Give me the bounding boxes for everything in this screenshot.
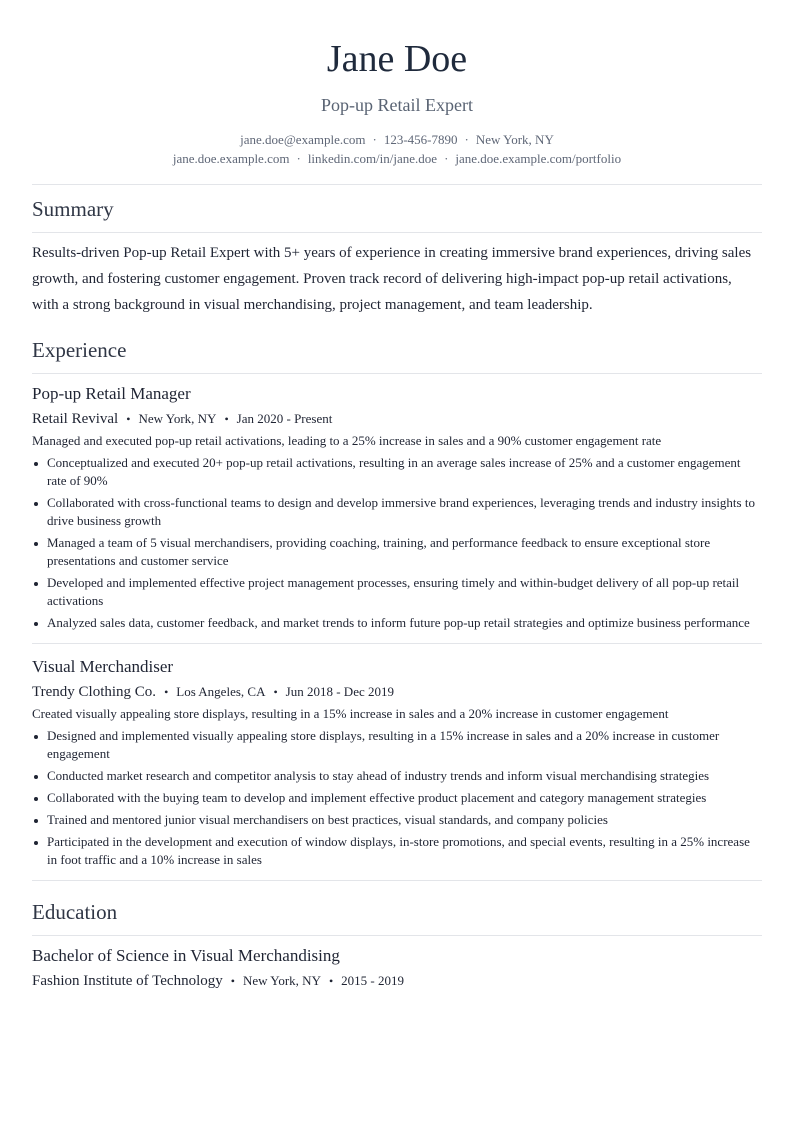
section-title-experience: Experience [32, 338, 127, 362]
job-entry [32, 382, 762, 632]
contact-separator: · [296, 151, 301, 166]
job-location: New York, NY [138, 411, 217, 426]
summary-text: Results-driven Pop-up Retail Expert with 5+ years of experience in creating immersive brand experiences, driving sales growth, and fostering customer engagement. Proven track record of delivering high-impact pop-up retail activations, with a strong background in visual merchandising, project management, and team leadership. [32, 245, 752, 313]
meta-dot: • [164, 685, 169, 699]
job-entry [32, 655, 762, 869]
list-item: Participated in the development and execution of window displays, in-store promotions, and special events, resulting in a 25% increase in foot traffic and a 10% increase in sales [32, 833, 762, 869]
meta-dot: • [224, 412, 229, 426]
candidate-headline: Pop-up Retail Expert [321, 95, 473, 115]
phone-text[interactable]: 123-456-7890 [383, 132, 458, 147]
divider [32, 880, 762, 881]
section-title-education: Education [32, 900, 118, 924]
section-title-summary: Summary [32, 197, 114, 221]
job-meta [32, 681, 762, 703]
meta-dot: • [273, 685, 278, 699]
meta-dot: • [230, 974, 235, 988]
divider [32, 643, 762, 644]
job-company: Trendy Clothing Co. [32, 684, 157, 700]
list-item: Collaborated with cross-functional teams to design and develop immersive brand experiences, leveraging trends and industry insights to drive business growth [32, 494, 762, 530]
contact-separator: · [372, 132, 377, 147]
resume-page [32, 36, 762, 992]
divider [32, 232, 762, 233]
job-description: Created visually appealing store displays, resulting in a 15% increase in sales and a 20% increase in customer engagement [32, 706, 669, 721]
list-item: Conducted market research and competitor analysis to stay ahead of industry trends and inform visual merchandising strategies [32, 767, 762, 785]
meta-dot: • [126, 412, 131, 426]
job-company: Retail Revival [32, 411, 119, 427]
contact-row-1 [32, 130, 762, 149]
job-location: Los Angeles, CA [176, 684, 266, 699]
degree-title: Bachelor of Science in Visual Merchandising [32, 946, 340, 965]
list-item: Designed and implemented visually appealing store displays, resulting in a 15% increase in sales and a 20% increase in customer engagement [32, 727, 762, 763]
school-location: New York, NY [242, 973, 321, 988]
contact-separator: · [464, 132, 469, 147]
job-bullets [32, 454, 762, 632]
contact-row-2 [32, 149, 762, 168]
list-item: Conceptualized and executed 20+ pop-up retail activations, resulting in an average sales increase of 25% and a customer engagement rate of 90% [32, 454, 762, 490]
divider [32, 184, 762, 185]
list-item: Collaborated with the buying team to develop and implement effective product placement and category management strategies [32, 789, 762, 807]
job-meta [32, 408, 762, 430]
email-link[interactable]: jane.doe@example.com [240, 132, 366, 147]
portfolio-link[interactable]: jane.doe.example.com/portfolio [455, 151, 622, 166]
candidate-name: Jane Doe [326, 38, 468, 80]
divider [32, 373, 762, 374]
list-item: Analyzed sales data, customer feedback, and market trends to inform future pop-up retail strategies and optimize business performance [32, 614, 762, 632]
education-entry [32, 944, 762, 992]
divider [32, 935, 762, 936]
meta-dot: • [328, 974, 334, 988]
list-item: Trained and mentored junior visual merchandisers on best practices, visual standards, and company policies [32, 811, 762, 829]
job-dates: Jan 2020 - Present [236, 411, 333, 426]
list-item: Managed a team of 5 visual merchandisers, providing coaching, training, and performance feedback to ensure exceptional store presentations and customer service [32, 534, 762, 570]
job-dates: Jun 2018 - Dec 2019 [285, 684, 394, 699]
job-title: Visual Merchandiser [32, 657, 174, 676]
contact-separator: · [444, 151, 449, 166]
job-description: Managed and executed pop-up retail activations, leading to a 25% increase in sales and a 90% customer engagement rate [32, 433, 662, 448]
education-dates: 2015 - 2019 [341, 973, 405, 988]
linkedin-link[interactable]: linkedin.com/in/jane.doe [307, 151, 438, 166]
website-link[interactable]: jane.doe.example.com [172, 151, 290, 166]
list-item: Developed and implemented effective project management processes, ensuring timely and within-budget delivery of all pop-up retail activations [32, 574, 762, 610]
job-bullets [32, 727, 762, 869]
job-title: Pop-up Retail Manager [32, 384, 191, 403]
location-text: New York, NY [475, 132, 554, 147]
school-name: Fashion Institute of Technology [32, 973, 223, 989]
education-meta [32, 970, 762, 992]
